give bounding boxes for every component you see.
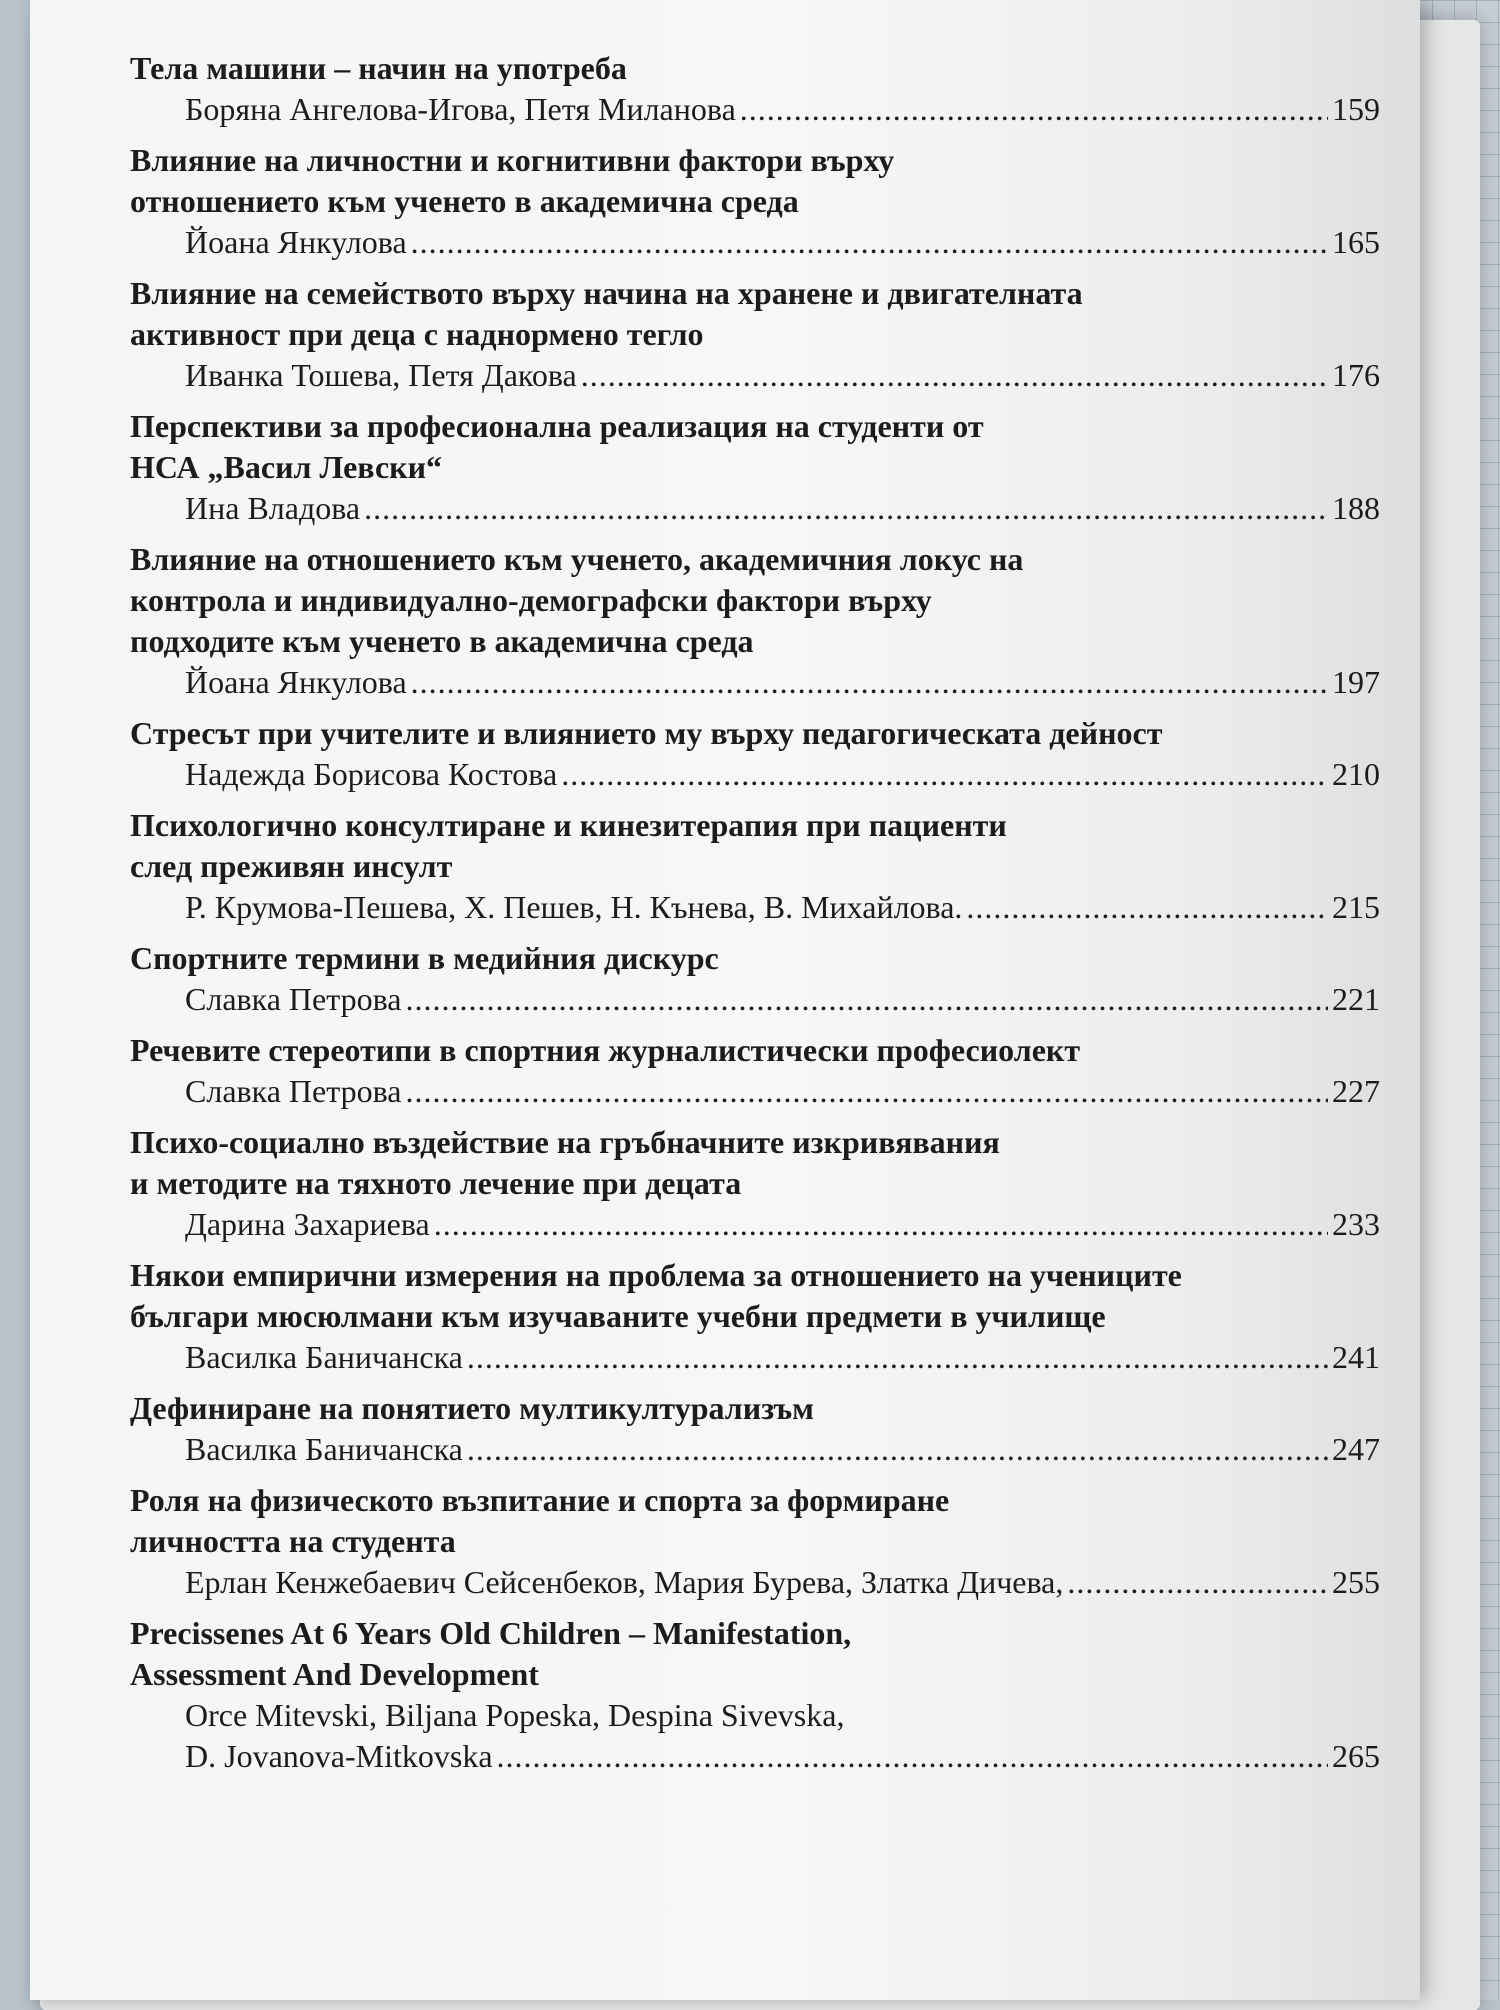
entry-authors: Йоана Янкулова xyxy=(185,664,407,700)
entry-author-line xyxy=(130,488,1380,529)
toc-entry xyxy=(130,1480,1380,1603)
entry-title-line: Тела машини – начин на употреба xyxy=(130,50,627,86)
entry-author-line xyxy=(130,1736,1380,1777)
page-number: 221 xyxy=(1332,981,1380,1017)
table-of-contents xyxy=(130,48,1380,1787)
entry-authors: Иванка Тошева, Петя Дакова xyxy=(185,357,577,393)
page-number: 247 xyxy=(1332,1431,1380,1467)
entry-author-line xyxy=(130,222,1380,263)
entry-author-line xyxy=(130,1071,1380,1112)
toc-entry xyxy=(130,1122,1380,1245)
toc-entry xyxy=(130,713,1380,795)
leader-dots xyxy=(1067,1562,1328,1603)
page-number: 241 xyxy=(1332,1339,1380,1375)
entry-title-line: Някои емпирични измерения на проблема за отношението на учениците xyxy=(130,1257,1182,1293)
entry-authors: Йоана Янкулова xyxy=(185,224,407,260)
toc-entry xyxy=(130,1030,1380,1112)
page-number: 197 xyxy=(1332,664,1380,700)
entry-title-line: активност при деца с наднормено тегло xyxy=(130,316,704,352)
entry-title-line: Влияние на отношението към ученето, академичния локус на xyxy=(130,541,1024,577)
toc-entry xyxy=(130,805,1380,928)
entry-title-line: Психологично консултиране и кинезитерапия при пациенти xyxy=(130,807,1007,843)
entry-title-line: Речевите стереотипи в спортния журналистически професиолект xyxy=(130,1032,1081,1068)
leader-dots xyxy=(497,1736,1328,1777)
page-number: 176 xyxy=(1332,357,1380,393)
entry-author-line xyxy=(130,1337,1380,1378)
toc-entry xyxy=(130,1388,1380,1470)
entry-title-line: Роля на физическото възпитание и спорта за формиране xyxy=(130,1482,950,1518)
leader-dots xyxy=(364,488,1328,529)
page-number: 188 xyxy=(1332,490,1380,526)
page-number: 215 xyxy=(1332,889,1380,925)
entry-title-line: Перспективи за професионална реализация на студенти от xyxy=(130,408,984,444)
entry-authors: Р. Крумова-Пешева, Х. Пешев, Н. Кънева, В. Михайлова. xyxy=(185,889,963,925)
entry-authors: Славка Петрова xyxy=(185,1073,402,1109)
entry-title-line: българи мюсюлмани към изучаваните учебни предмети в училище xyxy=(130,1298,1106,1334)
toc-entry xyxy=(130,48,1380,130)
entry-title-line: отношението към ученето в академична среда xyxy=(130,183,799,219)
page-number: 255 xyxy=(1332,1564,1380,1600)
leader-dots xyxy=(405,1071,1328,1112)
page-number: 159 xyxy=(1332,91,1380,127)
entry-title-line: Дефиниране на понятието мултикултурализъм xyxy=(130,1390,814,1426)
entry-author-line xyxy=(130,1204,1380,1245)
entry-authors: Надежда Борисова Костова xyxy=(185,756,558,792)
entry-author-line xyxy=(130,754,1380,795)
entry-author-line xyxy=(130,89,1380,130)
toc-entry xyxy=(130,1613,1380,1777)
leader-dots xyxy=(467,1429,1328,1470)
leader-dots xyxy=(581,355,1328,396)
entry-authors: Василка Баничанска xyxy=(185,1431,463,1467)
toc-entry xyxy=(130,273,1380,396)
entry-title-line: Влияние на личностни и когнитивни фактори върху xyxy=(130,142,895,178)
entry-title-line: контрола и индивидуално-демографски фактори върху xyxy=(130,582,932,618)
entry-author-line xyxy=(130,1562,1380,1603)
entry-author-line xyxy=(130,1429,1380,1470)
entry-title-line: личността на студента xyxy=(130,1523,456,1559)
toc-entry xyxy=(130,1255,1380,1378)
entry-author-line xyxy=(130,887,1380,928)
entry-authors: Боряна Ангелова-Игова, Петя Миланова xyxy=(185,91,736,127)
toc-entry xyxy=(130,938,1380,1020)
leader-dots xyxy=(966,887,1328,928)
toc-entry xyxy=(130,406,1380,529)
entry-authors: Ерлан Кенжебаевич Сейсенбеков, Мария Бурева, Златка Дичева, xyxy=(185,1564,1064,1600)
toc-entry xyxy=(130,539,1380,703)
entry-title-line: Влияние на семейството върху начина на хранене и двигателната xyxy=(130,275,1083,311)
entry-authors: Василка Баничанска xyxy=(185,1339,463,1375)
entry-authors: Ина Владова xyxy=(185,490,361,526)
leader-dots xyxy=(411,222,1328,263)
entry-authors: Дарина Захариева xyxy=(185,1206,430,1242)
entry-title-line: Психо-социално въздействие на гръбначните изкривявания xyxy=(130,1124,1000,1160)
entry-title-line: подходите към ученето в академична среда xyxy=(130,623,754,659)
entry-authors: D. Jovanova-Mitkovska xyxy=(185,1738,493,1774)
entry-authors: Славка Петрова xyxy=(185,981,402,1017)
entry-author-line xyxy=(130,662,1380,703)
leader-dots xyxy=(561,754,1328,795)
page-number: 233 xyxy=(1332,1206,1380,1242)
entry-title-line: Стресът при учителите и влиянието му върху педагогическата дейност xyxy=(130,715,1163,751)
entry-title-line: и методите на тяхното лечение при децата xyxy=(130,1165,742,1201)
entry-author-line xyxy=(130,979,1380,1020)
entry-title-line: Спортните термини в медийния дискурс xyxy=(130,940,719,976)
entry-title-line: Assessment And Development xyxy=(130,1656,539,1692)
page-number: 227 xyxy=(1332,1073,1380,1109)
leader-dots xyxy=(467,1337,1328,1378)
leader-dots xyxy=(411,662,1328,703)
entry-title-line: НСА „Васил Левски“ xyxy=(130,449,443,485)
leader-dots xyxy=(434,1204,1328,1245)
entry-author-line xyxy=(130,355,1380,396)
leader-dots xyxy=(740,89,1328,130)
entry-title-line: Precissenes At 6 Years Old Children – Manifestation, xyxy=(130,1615,852,1651)
page-number: 210 xyxy=(1332,756,1380,792)
entry-title-line: след преживян инсулт xyxy=(130,848,453,884)
page-number: 265 xyxy=(1332,1738,1380,1774)
book-page xyxy=(30,0,1420,2000)
toc-entry xyxy=(130,140,1380,263)
page-number: 165 xyxy=(1332,224,1380,260)
entry-authors: Orce Mitevski, Biljana Popeska, Despina Sivevska, xyxy=(185,1697,845,1733)
leader-dots xyxy=(405,979,1328,1020)
